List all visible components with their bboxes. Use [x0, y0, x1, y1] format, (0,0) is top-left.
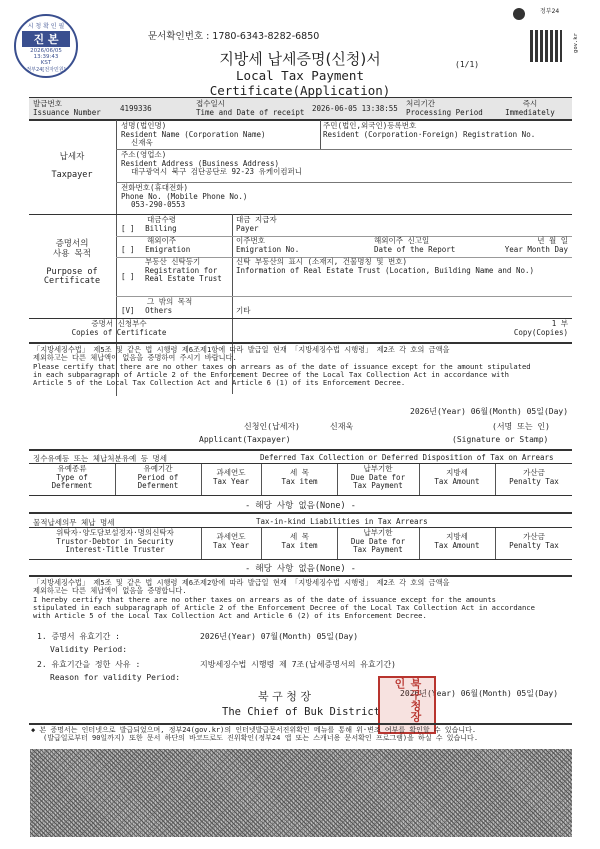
application-date: 2026년(Year) 06월(Month) 05일(Day) [410, 407, 569, 416]
others-label-ko: 그 밖의 목적 [147, 297, 193, 306]
footer-notice-1: ◆ 본 증명서는 인터넷으로 발급되었으며, 정부24(gov.kr)의 인터넷발급문서진위확인 메뉴를 통해 위·변조 여부를 확인할 수 있습니다. [31, 726, 477, 734]
address-value: 대구광역시 북구 검단공단로 92-23 유케이컴퍼니 [131, 167, 303, 177]
address-field [121, 151, 302, 177]
copies-label-en: Copies of Certificate [71, 327, 167, 337]
ymd-label-ko: 년 월 일 [537, 236, 568, 245]
applicant-sign-en: (Signature or Stamp) [452, 435, 549, 444]
emigration-label-en: Emigration [145, 244, 191, 254]
others-value: 기타 [236, 306, 251, 315]
purpose-label [29, 240, 115, 287]
validity-label: 1. 증명서 유효기간 : [37, 632, 120, 641]
trust-label-en-2: Real Estate Trust [145, 274, 222, 284]
issuance-number-label-ko: 발급번호 [33, 99, 62, 108]
deferral-divider-2 [201, 464, 202, 495]
title-korean: 지방세 납세증명(신청)서 [219, 50, 381, 68]
inkind-col-year [201, 533, 261, 550]
issuance-number-label [33, 100, 101, 117]
emigration-checkbox[interactable]: [ ] [121, 244, 135, 254]
inkind-header-rule [29, 559, 572, 560]
receipt-time-label-en: Time and Date of receipt [196, 107, 305, 117]
inkind-bottom-rule [29, 575, 572, 577]
validity-value: 2026년(Year) 07월(Month) 05일(Day) [200, 632, 359, 641]
processing-period-label [406, 100, 483, 117]
payer-label-ko: 대금 지급자 [236, 215, 277, 224]
applicant-sign-ko: (서명 또는 인) [492, 422, 550, 431]
copies-value-ko: 1 부 [551, 319, 568, 328]
phone-label-ko: 전화번호(휴대전화) [121, 183, 188, 192]
issued-text [33, 579, 573, 620]
deferral-col-year [201, 469, 261, 486]
inkind-due-ko: 납부기한 [363, 528, 393, 537]
registration-number-label-en: Resident (Corporation·Foreign) Registration No. [323, 129, 536, 139]
phone-label-en: Phone No. (Mobile Phone No.) [121, 191, 248, 201]
copies-label-ko: 증명서 신청부수 [91, 319, 147, 328]
request-text-ko-1: 「지방세징수법」 제5조 및 같은 법 시행령 제6조제1항에 따라 발급일 현재 「지방세징수법 시행령」 제2조 각 호의 금액을 [33, 345, 450, 354]
col-year-ko: 과세연도 [216, 468, 246, 477]
document-number: 문서확인번호 : 1780-6343-8282-6850 [148, 31, 320, 42]
issuer-en: The Chief of Buk District [222, 706, 381, 718]
deferral-title-rule [29, 463, 572, 464]
address-label-ko: 주소(영업소) [121, 150, 167, 159]
request-text [33, 346, 573, 387]
processing-period-label-en: Processing Period [406, 107, 483, 117]
issued-text-ko-2: 제외하고는 다른 체납액이 없음을 증명합니다. [33, 586, 187, 596]
inkind-col-due [338, 529, 418, 555]
col-amount-en: Tax Amount [434, 476, 480, 486]
inkind-divider-5 [495, 528, 496, 559]
registration-number-label-ko: 주민(법인,외국인)등록번호 [323, 121, 417, 130]
inkind-title-ko: 물적납세의무 체납 명세 [33, 518, 115, 527]
stamp-main-text: 진 본 [22, 31, 70, 47]
footer-notice [31, 726, 576, 742]
footer-rule [29, 723, 572, 725]
processing-period-value-en: Immediately [505, 107, 555, 117]
trust-info-label-en: Information of Real Estate Trust (Location, Building Name and No.) [236, 265, 535, 275]
phone-value: 053-290-0553 [131, 200, 186, 210]
issued-text-en-3: with Article 5 of the Local Tax Collection Act and Article 6 (2) of its Enforcement Decree. [33, 611, 427, 621]
col-due-ko: 납부기한 [363, 464, 393, 473]
stamp-time: 13:39:43 [33, 54, 59, 60]
inkind-col-item [262, 533, 337, 550]
request-text-ko-2: 제외하고는 다른 체납액이 없음을 증명하여 주시기 바랍니다. [33, 353, 237, 363]
taxpayer-bottom-rule [29, 214, 572, 215]
inkind-due-en-1: Due Date for [350, 536, 406, 546]
emigration-date-label-ko: 해외이주 신고일 [374, 236, 430, 245]
stamp-date: 2026/06/05 [30, 48, 62, 54]
page-info: (1/1) [455, 60, 480, 69]
col-year-en: Tax Year [212, 476, 250, 486]
phone-field [121, 184, 247, 210]
inkind-col-trustor [29, 529, 201, 555]
receipt-time-value: 2026-06-05 13:38:55 [312, 104, 398, 113]
emigration-date-field [374, 237, 455, 254]
copies-label [29, 320, 209, 337]
deferral-divider-6 [495, 464, 496, 495]
name-reg-divider [320, 120, 321, 149]
processing-period-value [490, 100, 570, 117]
trust-label-ko: 부동산 신탁등기 [145, 257, 201, 266]
resident-name-label-en: Resident Name (Corporation Name) [121, 129, 266, 139]
request-text-en-3: Article 5 of the Local Tax Collection Act and Article 6 (1) of its Enforcement Decree. [33, 378, 406, 388]
col-penalty-en: Penalty Tax [509, 476, 559, 486]
reason-value: 지방세징수법 시행령 제 7조(납세증명서의 유효기간) [200, 660, 397, 669]
col-due-en-2: Tax Payment [353, 481, 403, 491]
reason-label-en: Reason for validity Period: [50, 673, 181, 682]
emigration-label-ko: 해외이주 [147, 236, 176, 245]
taxpayer-label-en: Taxpayer [51, 169, 93, 180]
stamp-issuer: 정부24[전자민원] [26, 67, 66, 73]
ymd-label-en: Year Month Day [504, 244, 568, 254]
deferral-title-ko: 징수유예등 또는 체납처분유예 등 명세 [33, 454, 167, 463]
qr-code [530, 30, 562, 62]
deferral-none: - 해당 사항 없음(None) - [245, 501, 356, 511]
authenticity-stamp [14, 14, 78, 78]
validity-label-en: Validity Period: [50, 645, 128, 654]
issuer-ko: 북 구 청 장 [258, 690, 311, 703]
processing-period-label-ko: 처리기간 [406, 99, 435, 108]
col-period-en-2: Deferment [137, 481, 179, 491]
others-checkbox[interactable]: [V] [121, 305, 135, 315]
inkind-year-ko: 과세연도 [216, 532, 246, 541]
inkind-due-en-2: Tax Payment [353, 545, 403, 555]
resident-name-label-ko: 성명(법인명) [121, 121, 167, 130]
title-english: Local Tax Payment Certificate(Application) [209, 68, 391, 98]
registration-number-field [323, 122, 535, 139]
applicant-bottom-rule [29, 449, 572, 451]
deferral-col-due [338, 465, 418, 491]
resident-name-value: 신재욱 [131, 138, 153, 148]
deferral-col-item [262, 469, 337, 486]
deferral-divider-4 [337, 464, 338, 495]
inkind-amount-ko: 지방세 [446, 532, 468, 541]
others-label-en: Others [145, 305, 173, 315]
resident-name-field [121, 122, 266, 148]
purpose-label-ko-2: 사용 목적 [53, 248, 91, 259]
col-type-en-2: Deferment [51, 481, 93, 491]
inkind-title-en: Tax-in-kind Liabilities in Tax Arrears [256, 517, 428, 526]
inkind-divider-3 [337, 528, 338, 559]
document-barcode [30, 749, 572, 837]
col-amount-ko: 지방세 [446, 468, 468, 477]
inkind-col-penalty [496, 533, 572, 550]
deferral-divider-3 [261, 464, 262, 495]
deferral-divider-1 [115, 464, 116, 495]
applicant-name: 신재욱 [330, 422, 354, 431]
applicant-label-en: Applicant(Taxpayer) [199, 435, 291, 444]
taxpayer-label [29, 153, 115, 181]
payer-field [236, 216, 277, 233]
col-trustor-en-2: Interest·Title Truster [65, 545, 165, 555]
inkind-amount-en: Tax Amount [434, 540, 480, 550]
inkind-divider-1 [201, 528, 202, 559]
receipt-time-label [196, 100, 304, 117]
taxpayer-rule-1 [116, 149, 572, 150]
inkind-penalty-en: Penalty Tax [509, 540, 559, 550]
copies-bottom-rule [29, 342, 572, 344]
col-type-ko: 유예종류 [57, 464, 87, 473]
deferral-bottom-rule [29, 512, 572, 514]
applicant-label-ko: 신청인(납세자) [244, 422, 301, 431]
inkind-item-en: Tax item [281, 540, 318, 550]
issuance-number-value: 4199336 [120, 104, 152, 113]
inkind-col-amount [420, 533, 494, 550]
deferral-title-en: Deferred Tax Collection or Deferred Disposition of Tax on Arrears [260, 453, 554, 462]
trust-checkbox[interactable]: [ ] [121, 272, 135, 281]
deferral-col-penalty [496, 469, 572, 486]
inkind-none: - 해당 사항 없음(None) - [245, 564, 356, 574]
trust-label-en-1: Registration for [145, 265, 218, 275]
deferral-header-rule [29, 495, 572, 496]
taxpayer-label-ko: 납세자 [59, 152, 85, 162]
inkind-item-ko: 세 목 [289, 532, 309, 541]
col-item-en: Tax item [281, 476, 318, 486]
emigration-option[interactable] [121, 237, 190, 254]
billing-label-en: Billing [145, 223, 177, 233]
col-period-en-1: Period of [137, 472, 179, 482]
trust-option [145, 258, 222, 284]
seal-text: 북구청장인 [393, 678, 422, 722]
receipt-time-label-ko: 접수일시 [196, 99, 225, 108]
stamp-line: 시 청 확 인 필 [27, 23, 65, 30]
processing-period-value-ko: 즉시 [522, 99, 538, 108]
purpose-label-en-1: Purpose of [46, 266, 98, 277]
qr-label: 정부24 [540, 8, 560, 15]
col-penalty-ko: 가산금 [523, 468, 545, 477]
trust-info-field [236, 258, 534, 275]
emigration-ymd [480, 237, 568, 254]
deferral-divider-5 [419, 464, 420, 495]
deferral-col-period [115, 465, 201, 491]
col-type-en-1: Type of [56, 472, 88, 482]
footer-notice-2: (발급일로부터 90일까지) 또한 문서 하단의 바코드로도 진위확인(정부24 앱 또는 스캐너용 문서확인 프로그램)을 하실 수 있습니다. [43, 734, 479, 743]
gov-logo-icon [513, 8, 525, 20]
col-due-en-1: Due Date for [350, 472, 406, 482]
emigration-date-label-en: Date of the Report [374, 244, 456, 254]
trust-info-label-ko: 신탁 부동산의 표시 (소재지, 건물명칭 및 번호) [236, 257, 408, 266]
billing-checkbox[interactable]: [ ] [121, 223, 135, 233]
copies-value-en: Copy(Copies) [513, 327, 568, 337]
request-text-en-1: Please certify that there are no other taxes on arrears as of the date of issuance except for the amount stipulated [33, 361, 531, 371]
billing-option[interactable] [121, 216, 177, 233]
issued-text-ko-1: 「지방세징수법」 제5조 및 같은 법 시행령 제6조제2항에 따라 발급일 현재 「지방세징수법 시행령」 제2조 각 호의 금액을 [33, 578, 450, 587]
purpose-label-en-2: Certificate [43, 276, 101, 287]
inkind-penalty-ko: 가산금 [523, 532, 545, 541]
issued-text-en-2: stipulated in each subparagraph of Article 2 of the Enforcement Decree of the Local Tax Collection Act in accordance [33, 602, 535, 612]
col-item-ko: 세 목 [289, 468, 309, 477]
issue-date: 2026년(Year) 06월(Month) 05일(Day) [400, 689, 559, 698]
billing-label-ko: 대금수령 [147, 215, 176, 224]
issuance-number-label-en: Issuance Number [33, 107, 101, 117]
emigration-number-field [236, 237, 299, 254]
col-trustor-ko: 위탁자·양도담보설정자·명의신탁자 [56, 528, 174, 537]
emigration-number-label-ko: 이주번호 [236, 236, 265, 245]
purpose-label-ko-1: 증명서의 [55, 239, 89, 249]
address-label-en: Resident Address (Business Address) [121, 158, 280, 168]
emigration-number-label-en: Emigration No. [236, 244, 300, 254]
govkr-label: gov.kr [572, 33, 579, 53]
col-trustor-en-1: Trustor·Debtor in Security [56, 536, 174, 546]
col-period-ko: 유예기간 [143, 464, 173, 473]
issuance-bottom-rule [29, 119, 572, 121]
copies-value [420, 320, 568, 337]
issued-text-en-1: I hereby certify that there are no other taxes on arrears as of the date of issuance except for the amounts [33, 594, 497, 604]
stamp-tz: KST [40, 60, 52, 66]
deferral-col-type [29, 465, 115, 491]
inkind-year-en: Tax Year [212, 540, 250, 550]
inkind-divider-4 [419, 528, 420, 559]
deferral-col-amount [420, 469, 494, 486]
request-text-en-2: in each subparagraph of Article 2 of the Enforcement Decree of the Local Tax Collection Act in accordance with [33, 369, 509, 379]
others-option[interactable] [121, 298, 192, 315]
reason-label: 2. 유효기간을 정한 사유 : [37, 660, 141, 669]
inkind-divider-2 [261, 528, 262, 559]
payer-label-en: Payer [236, 223, 259, 233]
